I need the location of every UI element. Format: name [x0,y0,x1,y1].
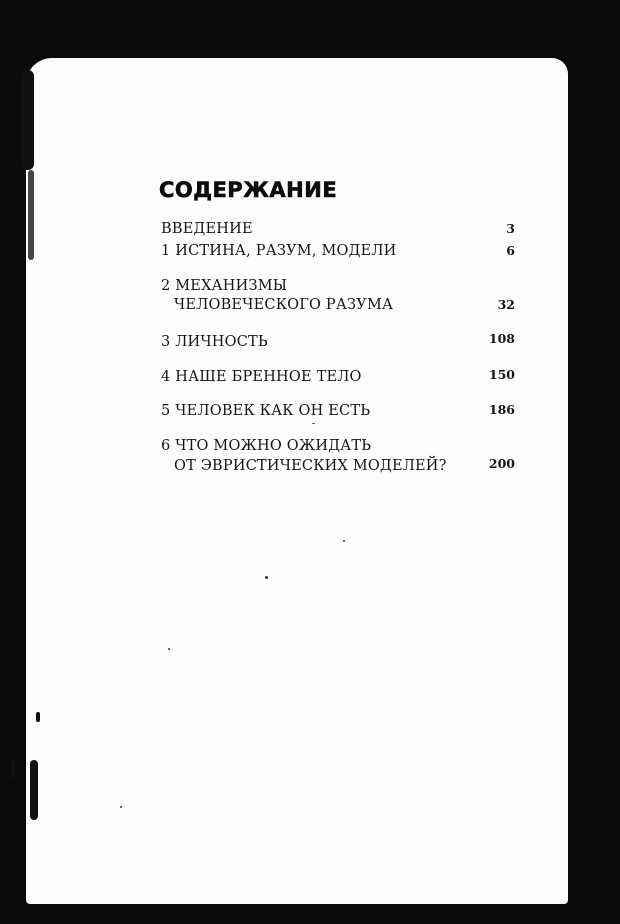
print-speck [120,806,122,808]
print-speck [168,648,170,650]
toc-entry-intro: ВВЕДЕНИЕ [161,221,253,237]
print-speck [343,540,345,542]
print-speck [312,423,315,424]
toc-entry-chapter-5: 5 ЧЕЛОВЕК КАК ОН ЕСТЬ [161,403,371,419]
print-speck [265,576,268,579]
toc-entry-chapter-6-line-2: ОТ ЭВРИСТИЧЕСКИХ МОДЕЛЕЙ? [174,458,447,474]
left-edge-mark [22,70,34,170]
toc-page-chapter-4: 150 [488,367,515,382]
toc-entry-chapter-4: 4 НАШЕ БРЕННОЕ ТЕЛО [161,369,362,385]
toc-entry-chapter-2: 2 МЕХАНИЗМЫ [161,278,288,294]
left-edge-mark [36,712,40,722]
toc-page-chapter-1: 6 [506,243,515,258]
toc-page-intro: 3 [506,221,515,236]
toc-page-chapter-2: 32 [497,297,515,312]
left-edge-mark [28,170,34,260]
left-edge-mark [12,760,15,778]
toc-entry-chapter-1: 1 ИСТИНА, РАЗУМ, МОДЕЛИ [161,243,397,259]
left-edge-mark [30,760,38,820]
toc-page-chapter-3: 108 [488,331,515,346]
toc-entry-chapter-3: 3 ЛИЧНОСТЬ [161,334,268,350]
toc-page-chapter-5: 186 [488,402,515,417]
toc-page-chapter-6: 200 [488,456,515,471]
toc-title: СОДЕРЖАНИЕ [159,178,338,202]
toc-entry-chapter-6: 6 ЧТО МОЖНО ОЖИДАТЬ [161,438,372,454]
toc-entry-chapter-2-line-2: ЧЕЛОВЕЧЕСКОГО РАЗУМА [174,297,394,313]
